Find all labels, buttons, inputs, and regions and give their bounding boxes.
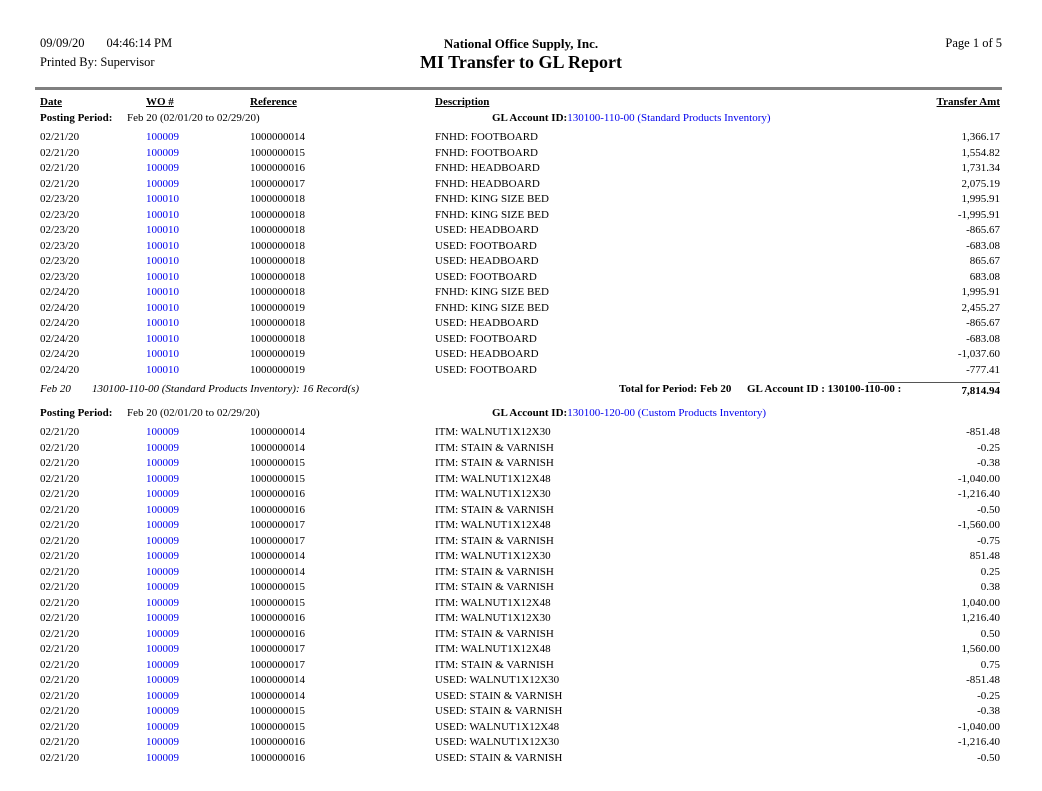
row-date: 02/21/20	[40, 457, 80, 469]
row-reference: 1000000019	[250, 363, 305, 376]
row-reference: 1000000014	[250, 131, 305, 143]
table-row	[0, 270, 1042, 286]
row-description: ITM: WALNUT1X12X48	[435, 519, 551, 531]
row-date: 02/21/20	[40, 519, 80, 531]
row-wo-link[interactable]: 100009	[146, 751, 179, 764]
row-transfer-amt: 2,455.27	[961, 301, 1000, 314]
row-description: ITM: WALNUT1X12X30	[435, 550, 551, 562]
table-row	[0, 425, 1042, 441]
table-row	[0, 285, 1042, 301]
row-wo-link[interactable]: 100010	[146, 363, 179, 376]
row-date: 02/21/20	[40, 550, 80, 562]
row-reference: 1000000018	[250, 255, 305, 267]
row-wo-link[interactable]: 100009	[146, 736, 179, 748]
row-transfer-amt: -1,216.40	[957, 488, 1000, 500]
table-row	[0, 456, 1042, 472]
row-reference: 1000000014	[250, 565, 305, 578]
row-reference: 1000000016	[250, 488, 305, 500]
row-transfer-amt: 1,366.17	[961, 131, 1000, 143]
row-reference: 1000000019	[250, 301, 305, 314]
row-date: 02/21/20	[40, 658, 80, 671]
gl-account-link[interactable]: 130100-110-00 (Standard Products Inventory)	[567, 112, 771, 124]
row-date: 02/21/20	[40, 612, 80, 624]
table-row	[0, 751, 1042, 767]
posting-period-value: Feb 20 (02/01/20 to 02/29/20)	[127, 112, 260, 124]
row-wo-link[interactable]: 100009	[146, 643, 179, 655]
row-transfer-amt: 1,554.82	[961, 146, 1000, 159]
row-transfer-amt: -0.50	[977, 503, 1000, 516]
row-description: ITM: STAIN & VARNISH	[435, 457, 554, 469]
row-wo-link[interactable]: 100009	[146, 146, 179, 159]
row-date: 02/21/20	[40, 643, 80, 655]
row-date: 02/21/20	[40, 581, 80, 593]
summary-account-label: GL Account ID : 130100-110-00 :	[747, 383, 902, 395]
posting-period-label: Posting Period:	[40, 407, 113, 419]
row-date: 02/23/20	[40, 208, 80, 221]
row-description: USED: FOOTBOARD	[435, 270, 537, 283]
row-reference: 1000000016	[250, 503, 305, 516]
row-date: 02/21/20	[40, 426, 80, 438]
row-wo-link[interactable]: 100009	[146, 674, 179, 686]
row-transfer-amt: -1,216.40	[957, 736, 1000, 748]
row-date: 02/23/20	[40, 255, 80, 267]
row-description: USED: FOOTBOARD	[435, 239, 537, 252]
row-description: USED: STAIN & VARNISH	[435, 751, 563, 764]
row-transfer-amt: 851.48	[969, 550, 1000, 562]
row-date: 02/21/20	[40, 503, 80, 516]
table-row	[0, 549, 1042, 565]
table-row	[0, 658, 1042, 674]
row-transfer-amt: 0.38	[980, 581, 1000, 593]
row-description: USED: FOOTBOARD	[435, 332, 537, 345]
row-reference: 1000000015	[250, 146, 305, 159]
row-description: USED: WALNUT1X12X30	[435, 736, 560, 748]
row-description: ITM: WALNUT1X12X30	[435, 488, 551, 500]
row-transfer-amt: 2,075.19	[961, 177, 1000, 190]
row-reference: 1000000016	[250, 627, 305, 640]
row-reference: 1000000018	[250, 193, 305, 205]
row-description: FNHD: KING SIZE BED	[435, 193, 549, 205]
table-row	[0, 177, 1042, 193]
row-reference: 1000000017	[250, 534, 305, 547]
row-reference: 1000000014	[250, 674, 305, 686]
row-transfer-amt: -0.38	[977, 457, 1000, 469]
table-row	[0, 704, 1042, 720]
row-description: USED: STAIN & VARNISH	[435, 689, 563, 702]
table-row	[0, 689, 1042, 705]
column-header-transfer-amt: Transfer Amt	[936, 96, 1000, 108]
row-description: FNHD: KING SIZE BED	[435, 286, 549, 298]
row-wo-link[interactable]: 100009	[146, 177, 179, 190]
row-wo-link[interactable]: 100009	[146, 565, 179, 578]
row-description: ITM: WALNUT1X12X48	[435, 643, 551, 655]
column-header-reference: Reference	[250, 96, 297, 108]
row-date: 02/21/20	[40, 488, 80, 500]
column-header-date: Date	[40, 96, 62, 108]
row-transfer-amt: -0.25	[977, 441, 1000, 454]
row-description: ITM: STAIN & VARNISH	[435, 503, 554, 516]
table-row	[0, 596, 1042, 612]
row-transfer-amt: 1,216.40	[961, 612, 1000, 624]
row-wo-link[interactable]: 100009	[146, 457, 179, 469]
gl-account-label: GL Account ID:	[492, 112, 568, 124]
row-description: USED: HEADBOARD	[435, 348, 539, 360]
row-transfer-amt: -0.75	[977, 534, 1000, 547]
row-reference: 1000000014	[250, 550, 305, 562]
table-row	[0, 208, 1042, 224]
section-rows	[0, 130, 1042, 378]
row-date: 02/24/20	[40, 332, 80, 345]
row-date: 02/21/20	[40, 131, 80, 143]
posting-period-line	[0, 112, 1042, 128]
row-wo-link[interactable]: 100009	[146, 426, 179, 438]
row-description: ITM: WALNUT1X12X30	[435, 612, 551, 624]
row-description: ITM: WALNUT1X12X30	[435, 426, 551, 438]
table-row	[0, 192, 1042, 208]
row-date: 02/24/20	[40, 301, 80, 314]
row-transfer-amt: 1,995.91	[961, 193, 1000, 205]
section-rows	[0, 425, 1042, 766]
table-row	[0, 534, 1042, 550]
report-section	[0, 407, 1042, 766]
row-reference: 1000000017	[250, 658, 305, 671]
row-wo-link[interactable]: 100009	[146, 131, 179, 143]
print-time: 04:46:14 PM	[106, 36, 173, 50]
row-wo-link[interactable]: 100009	[146, 162, 179, 174]
table-row	[0, 332, 1042, 348]
row-transfer-amt: -683.08	[966, 239, 1000, 252]
table-row	[0, 316, 1042, 332]
header-divider	[35, 87, 1002, 90]
row-transfer-amt: -0.25	[977, 689, 1000, 702]
row-date: 02/21/20	[40, 705, 80, 717]
row-transfer-amt: 0.25	[980, 565, 1000, 578]
gl-account-label: GL Account ID:	[492, 407, 568, 419]
row-reference: 1000000016	[250, 162, 305, 174]
row-date: 02/21/20	[40, 146, 80, 159]
row-transfer-amt: -0.50	[977, 751, 1000, 764]
row-wo-link[interactable]: 100009	[146, 612, 179, 624]
table-row	[0, 627, 1042, 643]
row-reference: 1000000018	[250, 317, 305, 329]
gl-account-line	[492, 407, 766, 419]
posting-period-line	[0, 407, 1042, 423]
row-date: 02/23/20	[40, 239, 80, 252]
row-transfer-amt: -1,040.00	[957, 720, 1000, 733]
row-transfer-amt: 683.08	[969, 270, 1000, 283]
row-reference: 1000000017	[250, 177, 305, 190]
row-transfer-amt: -683.08	[966, 332, 1000, 345]
row-reference: 1000000018	[250, 224, 305, 236]
row-reference: 1000000014	[250, 689, 305, 702]
row-date: 02/21/20	[40, 751, 80, 764]
row-date: 02/21/20	[40, 565, 80, 578]
report-section	[0, 112, 1042, 403]
row-description: ITM: WALNUT1X12X48	[435, 596, 551, 609]
row-reference: 1000000015	[250, 472, 305, 485]
table-row	[0, 720, 1042, 736]
row-date: 02/21/20	[40, 441, 80, 454]
table-row	[0, 301, 1042, 317]
row-date: 02/24/20	[40, 348, 80, 360]
row-transfer-amt: -1,037.60	[957, 348, 1000, 360]
row-reference: 1000000016	[250, 736, 305, 748]
table-row	[0, 239, 1042, 255]
row-wo-link[interactable]: 100010	[146, 193, 179, 205]
row-description: FNHD: KING SIZE BED	[435, 208, 549, 221]
row-reference: 1000000018	[250, 332, 305, 345]
row-date: 02/21/20	[40, 627, 80, 640]
table-row	[0, 254, 1042, 270]
row-reference: 1000000014	[250, 426, 305, 438]
table-row	[0, 735, 1042, 751]
column-headers	[0, 96, 1042, 112]
row-description: ITM: STAIN & VARNISH	[435, 534, 554, 547]
row-wo-link[interactable]: 100010	[146, 208, 179, 221]
row-wo-link[interactable]: 100010	[146, 317, 179, 329]
table-row	[0, 487, 1042, 503]
row-date: 02/21/20	[40, 162, 80, 174]
row-reference: 1000000014	[250, 441, 305, 454]
row-date: 02/21/20	[40, 596, 80, 609]
row-transfer-amt: -851.48	[966, 674, 1000, 686]
row-wo-link[interactable]: 100009	[146, 627, 179, 640]
row-wo-link[interactable]: 100010	[146, 301, 179, 314]
summary-account-note: 130100-110-00 (Standard Products Inventory): 16 Record(s)	[92, 383, 360, 395]
table-row	[0, 580, 1042, 596]
table-row	[0, 146, 1042, 162]
row-description: ITM: STAIN & VARNISH	[435, 627, 554, 640]
column-header-description: Description	[435, 96, 490, 108]
row-reference: 1000000016	[250, 612, 305, 624]
table-row	[0, 161, 1042, 177]
row-transfer-amt: 0.75	[980, 658, 1000, 671]
row-wo-link[interactable]: 100010	[146, 348, 179, 360]
gl-account-link[interactable]: 130100-120-00 (Custom Products Inventory)	[567, 407, 767, 419]
report-body	[0, 112, 1042, 766]
table-row	[0, 611, 1042, 627]
row-wo-link[interactable]: 100009	[146, 503, 179, 516]
section-summary	[0, 381, 1042, 403]
table-row	[0, 130, 1042, 146]
row-transfer-amt: -1,995.91	[957, 208, 1000, 221]
printed-by: Printed By: Supervisor	[40, 55, 155, 69]
row-reference: 1000000018	[250, 270, 305, 283]
posting-period-value: Feb 20 (02/01/20 to 02/29/20)	[127, 407, 260, 419]
row-description: USED: HEADBOARD	[435, 317, 539, 329]
page-number: Page 1 of 5	[945, 36, 1002, 50]
gl-account-line	[492, 112, 771, 124]
row-reference: 1000000017	[250, 643, 305, 655]
row-description: ITM: STAIN & VARNISH	[435, 658, 554, 671]
row-wo-link[interactable]: 100010	[146, 286, 179, 298]
table-row	[0, 642, 1042, 658]
row-description: USED: WALNUT1X12X48	[435, 720, 560, 733]
row-transfer-amt: -865.67	[966, 317, 1000, 329]
summary-total-amount: 7,814.94	[868, 382, 1000, 397]
row-transfer-amt: 1,995.91	[961, 286, 1000, 298]
table-row	[0, 472, 1042, 488]
row-wo-link[interactable]: 100010	[146, 255, 179, 267]
report-title: MI Transfer to GL Report	[420, 52, 622, 72]
row-transfer-amt: -865.67	[966, 224, 1000, 236]
row-transfer-amt: -1,040.00	[957, 472, 1000, 485]
row-transfer-amt: -851.48	[966, 426, 1000, 438]
row-reference: 1000000019	[250, 348, 305, 360]
row-wo-link[interactable]: 100009	[146, 720, 179, 733]
row-wo-link[interactable]: 100010	[146, 224, 179, 236]
row-description: ITM: STAIN & VARNISH	[435, 565, 554, 578]
table-row	[0, 223, 1042, 239]
row-wo-link[interactable]: 100009	[146, 596, 179, 609]
row-reference: 1000000016	[250, 751, 305, 764]
row-description: ITM: STAIN & VARNISH	[435, 441, 554, 454]
row-reference: 1000000015	[250, 581, 305, 593]
row-date: 02/21/20	[40, 177, 80, 190]
print-date: 09/09/20	[40, 36, 85, 50]
company-name: National Office Supply, Inc.	[443, 36, 599, 51]
row-description: USED: HEADBOARD	[435, 255, 539, 267]
row-transfer-amt: -0.38	[977, 705, 1000, 717]
row-date: 02/21/20	[40, 472, 80, 485]
row-description: ITM: STAIN & VARNISH	[435, 581, 554, 593]
row-description: FNHD: FOOTBOARD	[435, 131, 538, 143]
row-wo-link[interactable]: 100009	[146, 658, 179, 671]
row-transfer-amt: -777.41	[966, 363, 1000, 376]
row-description: USED: STAIN & VARNISH	[435, 705, 563, 717]
row-description: FNHD: FOOTBOARD	[435, 146, 538, 159]
row-date: 02/24/20	[40, 317, 80, 329]
row-description: FNHD: HEADBOARD	[435, 177, 540, 190]
row-reference: 1000000015	[250, 720, 305, 733]
row-date: 02/24/20	[40, 286, 80, 298]
row-description: USED: FOOTBOARD	[435, 363, 537, 376]
row-reference: 1000000018	[250, 208, 305, 221]
table-row	[0, 347, 1042, 363]
row-wo-link[interactable]: 100009	[146, 581, 179, 593]
row-wo-link[interactable]: 100009	[146, 705, 179, 717]
row-wo-link[interactable]: 100009	[146, 534, 179, 547]
row-description: FNHD: HEADBOARD	[435, 162, 540, 174]
report-header	[0, 36, 1042, 86]
summary-total-label: Total for Period: Feb 20	[619, 383, 732, 395]
row-reference: 1000000015	[250, 596, 305, 609]
row-reference: 1000000018	[250, 239, 305, 252]
row-wo-link[interactable]: 100009	[146, 488, 179, 500]
row-date: 02/23/20	[40, 193, 80, 205]
row-description: FNHD: KING SIZE BED	[435, 301, 549, 314]
row-date: 02/24/20	[40, 363, 80, 376]
row-wo-link[interactable]: 100009	[146, 519, 179, 531]
table-row	[0, 503, 1042, 519]
row-date: 02/21/20	[40, 534, 80, 547]
row-wo-link[interactable]: 100009	[146, 472, 179, 485]
row-wo-link[interactable]: 100009	[146, 550, 179, 562]
row-transfer-amt: 1,040.00	[961, 596, 1000, 609]
row-date: 02/21/20	[40, 689, 80, 702]
row-reference: 1000000015	[250, 705, 305, 717]
summary-period: Feb 20	[40, 383, 71, 395]
table-row	[0, 441, 1042, 457]
row-date: 02/23/20	[40, 270, 80, 283]
row-wo-link[interactable]: 100009	[146, 689, 179, 702]
row-wo-link[interactable]: 100009	[146, 441, 179, 454]
column-header-wo: WO #	[146, 96, 174, 108]
row-reference: 1000000018	[250, 286, 305, 298]
table-row	[0, 363, 1042, 379]
table-row	[0, 565, 1042, 581]
row-transfer-amt: 1,731.34	[961, 162, 1000, 174]
row-transfer-amt: 0.50	[980, 627, 1000, 640]
row-date: 02/23/20	[40, 224, 80, 236]
row-wo-link[interactable]: 100010	[146, 239, 179, 252]
row-transfer-amt: -1,560.00	[957, 519, 1000, 531]
row-reference: 1000000017	[250, 519, 305, 531]
row-reference: 1000000015	[250, 457, 305, 469]
table-row	[0, 518, 1042, 534]
row-transfer-amt: 1,560.00	[961, 643, 1000, 655]
row-date: 02/21/20	[40, 736, 80, 748]
row-wo-link[interactable]: 100010	[146, 270, 179, 283]
table-row	[0, 673, 1042, 689]
row-description: ITM: WALNUT1X12X48	[435, 472, 551, 485]
row-description: USED: WALNUT1X12X30	[435, 674, 560, 686]
row-description: USED: HEADBOARD	[435, 224, 539, 236]
row-date: 02/21/20	[40, 720, 80, 733]
row-wo-link[interactable]: 100010	[146, 332, 179, 345]
row-transfer-amt: 865.67	[969, 255, 1000, 267]
row-date: 02/21/20	[40, 674, 80, 686]
posting-period-label: Posting Period:	[40, 112, 113, 124]
